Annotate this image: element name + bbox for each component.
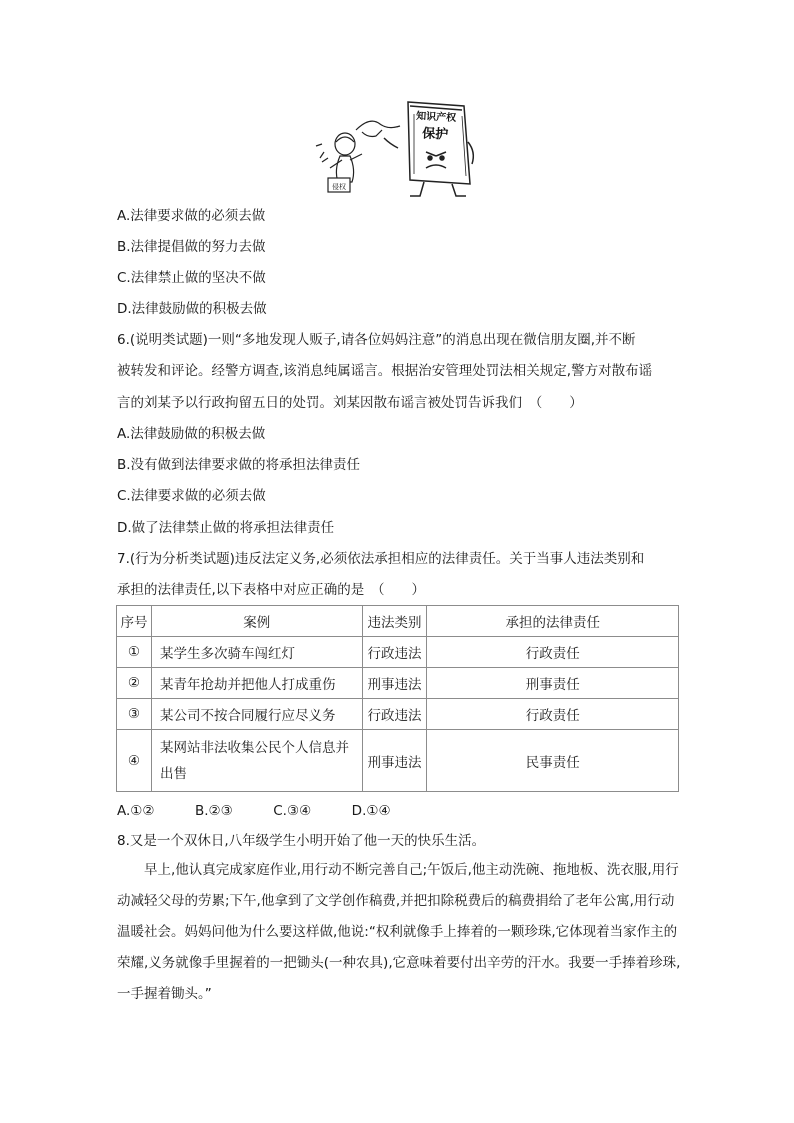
ip-protection-cartoon	[312, 98, 480, 200]
q6-option-c: C.法律要求做的必须去做	[117, 488, 266, 504]
table-row	[117, 637, 679, 668]
board-title-line2: 保护	[421, 126, 449, 143]
q8-stem-line1: 8.又是一个双休日,八年级学生小明开始了他一天的快乐生活。	[117, 833, 486, 849]
q7-stem-line1: 7.(行为分析类试题)违反法定义务,必须依法承担相应的法律责任。关于当事人违法类别和	[117, 551, 645, 567]
row-type: 刑事违法	[362, 730, 427, 792]
row-case-line2: 出售	[159, 765, 187, 782]
box-label: 侵权	[332, 183, 346, 191]
q6-option-b: B.没有做到法律要求做的将承担法律责任	[117, 457, 361, 473]
table-header-row	[117, 606, 679, 637]
row-type: 刑事违法	[362, 668, 427, 699]
row-type: 行政违法	[362, 699, 427, 730]
row-no: ④	[117, 730, 152, 792]
q7-stem-line2: 承担的法律责任,以下表格中对应正确的是 （ ）	[117, 582, 426, 598]
row-case: 某青年抢劫并把他人打成重伤	[151, 668, 362, 699]
row-liability: 民事责任	[427, 730, 679, 792]
infringer-figure	[316, 121, 400, 192]
table-row	[117, 668, 679, 699]
q5-option-b: B.法律提倡做的努力去做	[117, 239, 266, 255]
q8-paragraph-text: 早上,他认真完成家庭作业,用行动不断完善自己;午饭后,他主动洗碗、拖地板、洗衣服,用行动减轻父母的劳累;下午,他拿到了文学创作稿费,并把扣除税费后的稿费捐给了老年公寓,用行动温暖社会。妈妈问他为什么要这样做,他说:“权利就像手上捧着的一颗珍珠,它体现着当家作主的荣耀,义务就像手里握着的一把锄头(一种农具),它意味着要付出辛劳的汗水。我要一手捧着珍珠,一手握着锄头。”	[117, 862, 681, 1002]
header-type: 违法类别	[362, 606, 427, 637]
q6-stem-line2: 被转发和评论。经警方调查,该消息纯属谣言。根据治安管理处罚法相关规定,警方对散布谣	[117, 363, 653, 379]
row-case: 某公司不按合同履行应尽义务	[151, 699, 362, 730]
q6-stem-line3: 言的刘某予以行政拘留五日的处罚。刘某因散布谣言被处罚告诉我们 （ ）	[117, 395, 583, 411]
row-liability: 刑事责任	[427, 668, 679, 699]
q5-option-d: D.法律鼓励做的积极去做	[117, 301, 267, 317]
row-case	[151, 730, 362, 792]
q6-option-a: A.法律鼓励做的积极去做	[117, 426, 266, 442]
q6-option-d: D.做了法律禁止做的将承担法律责任	[117, 520, 335, 536]
q6-stem-line1: 6.(说明类试题)一则“多地发现人贩子,请各位妈妈注意”的消息出现在微信朋友圈,并不断	[117, 332, 636, 348]
board-title-line1: 知识产权	[415, 110, 457, 125]
row-case: 某学生多次骑车闯红灯	[151, 637, 362, 668]
q7-options: A.①② B.②③ C.③④ D.①④	[117, 803, 391, 819]
row-no: ①	[117, 637, 152, 668]
row-no: ②	[117, 668, 152, 699]
header-no: 序号	[117, 606, 152, 637]
row-no: ③	[117, 699, 152, 730]
q5-option-a: A.法律要求做的必须去做	[117, 208, 266, 224]
q7-table	[116, 605, 679, 792]
row-case-line1: 某网站非法收集公民个人信息并	[159, 739, 349, 756]
row-liability: 行政责任	[427, 637, 679, 668]
row-type: 行政违法	[362, 637, 427, 668]
header-liability: 承担的法律责任	[427, 606, 679, 637]
q5-option-c: C.法律禁止做的坚决不做	[117, 270, 266, 286]
header-case: 案例	[151, 606, 362, 637]
table-row	[117, 699, 679, 730]
row-liability: 行政责任	[427, 699, 679, 730]
q8-paragraph	[117, 855, 682, 1010]
table-row	[117, 730, 679, 792]
